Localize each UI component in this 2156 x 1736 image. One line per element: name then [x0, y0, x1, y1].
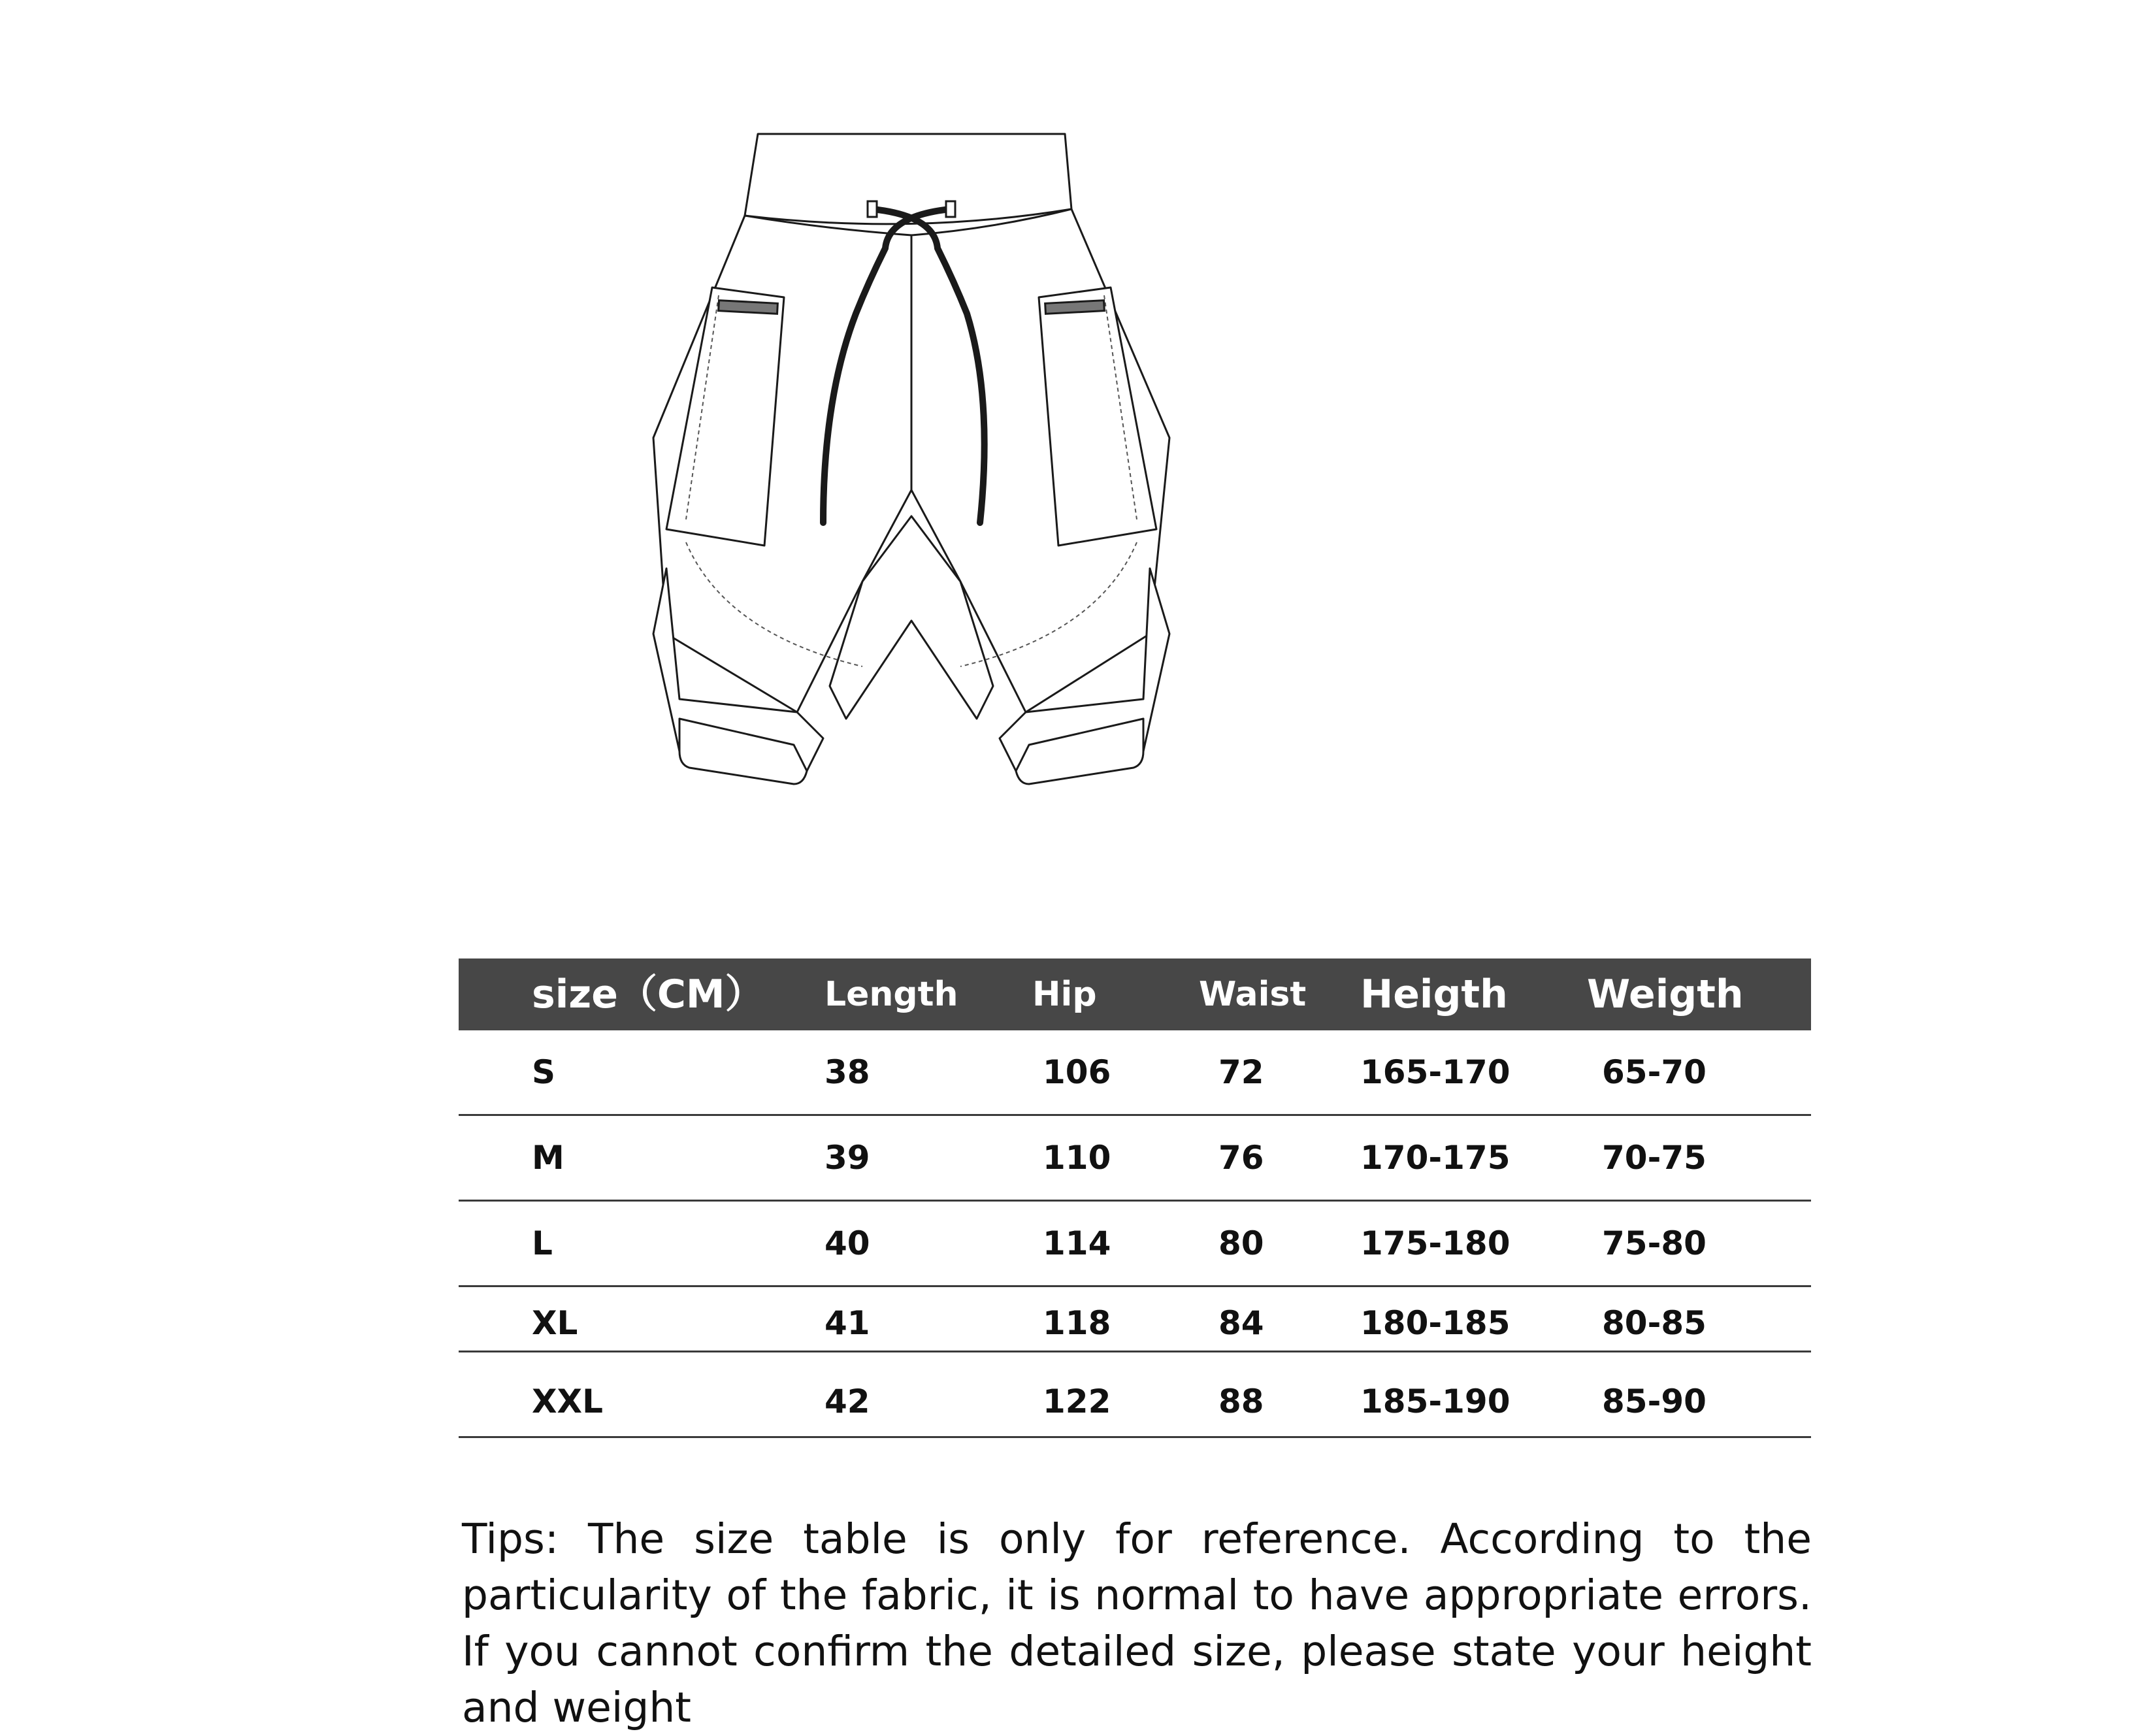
header-waist: Waist [1199, 975, 1307, 1014]
cell-hip: 114 [1043, 1224, 1111, 1262]
table-row [459, 1287, 1811, 1352]
cell-weight: 70-75 [1602, 1139, 1707, 1177]
cell-size: XL [532, 1304, 578, 1342]
cell-length: 40 [825, 1224, 870, 1262]
cell-length: 38 [825, 1053, 870, 1091]
shorts-illustration [627, 124, 1542, 882]
cell-height: 185-190 [1360, 1383, 1511, 1420]
waistband [745, 134, 1071, 224]
size-table [459, 958, 1811, 1438]
cell-weight: 85-90 [1602, 1383, 1707, 1420]
table-row [459, 1116, 1811, 1202]
table-row [459, 1030, 1811, 1116]
cell-size: M [532, 1139, 564, 1177]
cell-weight: 80-85 [1602, 1304, 1707, 1342]
cell-waist: 84 [1218, 1304, 1264, 1342]
cell-waist: 72 [1218, 1053, 1264, 1091]
cell-hip: 118 [1043, 1304, 1111, 1342]
cell-size: S [532, 1053, 556, 1091]
cell-height: 165-170 [1360, 1053, 1511, 1091]
header-height: Heigth [1360, 972, 1508, 1017]
cell-weight: 75-80 [1602, 1224, 1707, 1262]
eyelet-right [946, 201, 955, 217]
cell-weight: 65-70 [1602, 1053, 1707, 1091]
cell-size: XXL [532, 1383, 603, 1420]
cell-length: 41 [825, 1304, 870, 1342]
table-row [459, 1352, 1811, 1438]
eyelet-left [868, 201, 877, 217]
header-hip: Hip [1032, 975, 1097, 1014]
cell-hip: 122 [1043, 1383, 1111, 1420]
cell-length: 39 [825, 1139, 870, 1177]
header-length: Length [825, 975, 958, 1014]
cell-size: L [532, 1224, 553, 1262]
cell-height: 170-175 [1360, 1139, 1511, 1177]
cell-waist: 80 [1218, 1224, 1264, 1262]
table-row [459, 1202, 1811, 1287]
header-size: size（CM） [532, 972, 764, 1017]
cell-length: 42 [825, 1383, 870, 1420]
header-weight: Weigth [1587, 972, 1744, 1017]
tips-text: Tips: The size table is only for reference. According to the particularity of the fabric, it is normal to have appropriate errors. If you cannot confirm the detailed size, please state your height and weight [462, 1515, 1812, 1731]
left-zipper [719, 301, 778, 314]
cell-hip: 106 [1043, 1053, 1111, 1091]
cell-waist: 76 [1218, 1139, 1264, 1177]
cell-hip: 110 [1043, 1139, 1111, 1177]
right-zipper [1045, 301, 1105, 314]
cell-waist: 88 [1218, 1383, 1264, 1420]
cell-height: 175-180 [1360, 1224, 1511, 1262]
cell-height: 180-185 [1360, 1304, 1511, 1342]
table-header [459, 958, 1811, 1030]
